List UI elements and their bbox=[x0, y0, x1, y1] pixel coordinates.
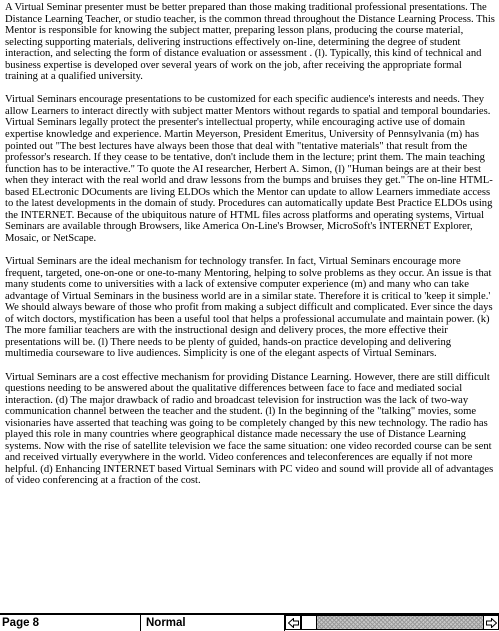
left-arrow-icon bbox=[288, 618, 299, 628]
scroll-track[interactable] bbox=[317, 615, 483, 630]
status-bar bbox=[0, 613, 499, 631]
horizontal-scrollbar[interactable] bbox=[285, 615, 499, 631]
scroll-left-button[interactable] bbox=[285, 615, 301, 630]
paragraph-style[interactable]: Normal bbox=[146, 617, 186, 629]
status-divider bbox=[140, 615, 141, 631]
paragraph-1: A Virtual Seminar presenter must be better prepared than those making traditional professional presentations. The Distance Learning Teacher, or studio teacher, is the common thread throughout the Distance Learning Process. This Mentor is responsible for knowing the subject matter, preparing lesson plans, producing the course material, selecting supporting materials, delivering instructions effectively on-line, determining the degree of student interaction, and selecting the form of distance evaluation or assessment . (l). Typically, this kind of technical and business expertise is developed over several years of work on the job, after receiving the appropriate formal training at a qualified university. bbox=[5, 2, 495, 83]
paragraph-4: Virtual Seminars are a cost effective mechanism for providing Distance Learning. However, there are still difficult questions needing to be answered about the qualitative differences between face to face and mediated social interaction. (d) The major drawback of radio and broadcast television for instruction was the lack of two-way communication channel between the teacher and the student. (l) In the beginning of the "talking" movies, some visionaries have asserted that teaching was going to be completely changed by this new technology. The radio has played this role in many countries where geographical distance made necessary the use of Distance Learning systems. Now with the rise of satellite television we face the same situation: one video recorded course can be sent and received virtually everywhere in the world. Video conferences and teleconferences are equally if not more helpful. (d) Enhancing INTERNET based Virtual Seminars with PC video and sound will provide all of advantages of video conferencing at a fraction of the cost. bbox=[5, 371, 494, 487]
paragraph-2: Virtual Seminars encourage presentations to be customized for each specific audience's interests and needs. They allow Learners to interact directly with subject matter Mentors without regards to spatial and temporal boundaries. Virtual Seminars legally protect the presenter's intellectual property, while encouraging active use of domain expertise knowledge and experience. Martin Meyerson, President Emeritus, University of Pennsylvania (m) has pointed out "The best lectures have always been those that deal with "tentative materials" that result from the professor's research. If they cease to be tentative, don't include them in the lecture; print them. The main teaching function has to be interactive." To quote the AI researcher, Herbert A. Simon, (l) "Human beings are at their best when they interact with the real world and draw lessons from the bumps and bruises they get." The on-line HTML-based ELectronic DOcuments are living ELDOs which the Mentor can update to allow Learners immediate access to the latest developments in the domain of study. Procedures can automatically update Best Practice ELDOs using the INTERNET. Because of the ubiquitous nature of HTML files across platforms and operating systems, Virtual Seminars are available through Browsers, like America On-Line's Browser, MicroSoft's INTERNET Explorer, Mosaic, or NetScape. bbox=[5, 94, 493, 244]
paragraph-3: Virtual Seminars are the ideal mechanism for technology transfer. In fact, Virtual Seminars encourage more frequent, targeted, one-on-one or one-to-many Mentoring, helping to solve problems as they occur. An issue is that many students come to universities with a lack of extensive computer experience (m) and many who can take advantage of Virtual Seminars in the business world are in a similar state. Therefore it is critical to 'keep it simple.' We should always beware of those who profit from making a subject difficult and complicated. Ever since the days of witch doctors, mystification has been a useful tool that helps a professional accumulate and maintain power. (k) The more familiar teachers are with the instructional design and delivery proces, the more effective their presentations will be. (l) There needs to be plenty of guided, hands-on practice developing and delivering multimedia courseware to live audiences. Simplicity is one of the elegant aspects of Virtual Seminars. bbox=[5, 256, 493, 360]
document-body[interactable] bbox=[5, 2, 496, 487]
page-number: Page 8 bbox=[2, 617, 40, 629]
right-arrow-icon bbox=[486, 618, 497, 628]
scroll-thumb[interactable] bbox=[301, 615, 317, 630]
scroll-right-button[interactable] bbox=[483, 615, 499, 630]
